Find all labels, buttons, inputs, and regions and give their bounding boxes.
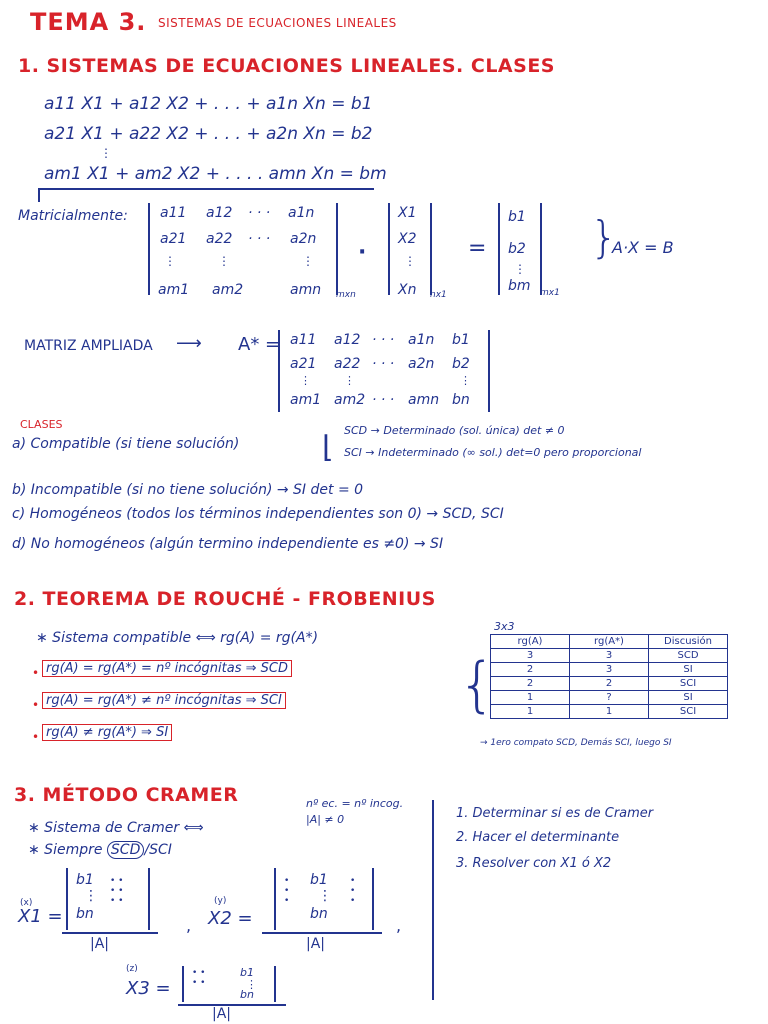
x2-denominator: |A| bbox=[306, 936, 326, 952]
table-cell: SCI bbox=[649, 677, 728, 691]
section1-heading: 1. SISTEMAS DE ECUACIONES LINEALES. CLASES bbox=[18, 55, 555, 77]
matrix-a-r3c2: ⋮ bbox=[218, 254, 230, 268]
matrix-a-r1c3: · · · bbox=[248, 205, 271, 221]
cramer-always bbox=[28, 842, 172, 858]
equation-row-m: am1 X1 + am2 X2 + . . . . amn Xn = bm bbox=[44, 164, 387, 184]
matrix-a-r2c4: a2n bbox=[290, 231, 317, 247]
table-cell: 3 bbox=[491, 649, 570, 663]
vector-b-1: b1 bbox=[508, 209, 526, 225]
ampliada-r2c1: a21 bbox=[290, 356, 317, 372]
x2-matrix-dots-left: • • • bbox=[284, 876, 290, 906]
ampliada-r1c2: a12 bbox=[334, 332, 361, 348]
ampliada-label: MATRIZ AMPLIADA bbox=[24, 338, 153, 354]
x2-superscript: (y) bbox=[214, 896, 227, 906]
table-cell: 1 bbox=[491, 705, 570, 719]
table-cell: ? bbox=[570, 691, 649, 705]
x3-col-bn: bn bbox=[240, 988, 254, 1001]
page-subtitle: SISTEMAS DE ECUACIONES LINEALES bbox=[158, 16, 397, 30]
ampliada-r1c4: a1n bbox=[408, 332, 435, 348]
vector-x-2: X2 bbox=[398, 231, 417, 247]
matrix-a-r1c2: a12 bbox=[206, 205, 233, 221]
vector-x-dimension: nx1 bbox=[430, 290, 447, 300]
ampliada-r1c3: · · · bbox=[372, 332, 395, 348]
x2-col-b1: b1 bbox=[310, 872, 328, 888]
cramer-always-suffix: /SCI bbox=[144, 842, 172, 858]
ampliada-r3c2: ⋮ bbox=[344, 374, 355, 387]
ampliada-r3c5: ⋮ bbox=[460, 374, 471, 387]
ampliada-r4c2: am2 bbox=[334, 392, 366, 408]
matrix-a-r2c2: a22 bbox=[206, 231, 233, 247]
table-cell: 2 bbox=[491, 663, 570, 677]
ampliada-r4c3: · · · bbox=[372, 392, 395, 408]
bullet-icon: • bbox=[32, 698, 40, 712]
vertical-divider bbox=[432, 800, 434, 1000]
clase-d: d) No homogéneos (algún termino independiente es ≠0) → SI bbox=[12, 536, 444, 552]
step-1: 1. Determinar si es de Cramer bbox=[456, 806, 654, 821]
ampliada-r4c1: am1 bbox=[290, 392, 322, 408]
x2-label: X2 = bbox=[208, 908, 253, 929]
equals-sign: = bbox=[468, 236, 487, 261]
x1-matrix-dots: • • • • • • bbox=[110, 876, 124, 906]
ampliada-r1c5: b1 bbox=[452, 332, 470, 348]
table-cell: SCI bbox=[649, 705, 728, 719]
equation-underline bbox=[38, 188, 374, 190]
scd-circled: SCD bbox=[107, 841, 144, 859]
table-cell: 1 bbox=[491, 691, 570, 705]
rule-sci: rg(A) = rg(A*) ≠ nº incógnitas ⇒ SCI bbox=[42, 692, 286, 709]
ampliada-r4c4: amn bbox=[408, 392, 440, 408]
compatible-rule: ∗ Sistema compatible ⟺ rg(A) = rg(A*) bbox=[36, 630, 319, 646]
matrix-a-r1c1: a11 bbox=[160, 205, 187, 221]
matrix-a-r3c4: ⋮ bbox=[302, 254, 314, 268]
rule-si: rg(A) ≠ rg(A*) ⇒ SI bbox=[42, 724, 172, 741]
vector-x-n: Xn bbox=[398, 282, 417, 298]
x3-label: X3 = bbox=[126, 978, 171, 999]
table-row bbox=[491, 705, 728, 719]
x3-fraction-bar bbox=[178, 1004, 286, 1006]
x1-col-b1: b1 bbox=[76, 872, 94, 888]
table-cell: SI bbox=[649, 691, 728, 705]
table-header-cell: rg(A) bbox=[491, 635, 570, 649]
compact-form: A·X = B bbox=[612, 238, 674, 257]
clase-a-sci: SCI → Indeterminado (∞ sol.) det=0 pero proporcional bbox=[344, 446, 642, 459]
step-3: 3. Resolver con X1 ó X2 bbox=[456, 856, 612, 871]
x3-superscript: (z) bbox=[126, 964, 138, 974]
clase-a-scd: SCD → Determinado (sol. única) det ≠ 0 bbox=[344, 424, 565, 437]
ampliada-r2c2: a22 bbox=[334, 356, 361, 372]
vector-b-3: ⋮ bbox=[514, 262, 526, 276]
matrix-a-r2c3: · · · bbox=[248, 231, 271, 247]
clase-a: a) Compatible (si tiene solución) bbox=[12, 436, 240, 452]
step-2: 2. Hacer el determinante bbox=[456, 830, 620, 845]
ampliada-r1c1: a11 bbox=[290, 332, 317, 348]
matrix-a-r2c1: a21 bbox=[160, 231, 187, 247]
comma: , bbox=[396, 916, 402, 935]
vector-b-dimension: mx1 bbox=[540, 288, 560, 298]
equation-underline-tick bbox=[38, 188, 40, 202]
rouche-table bbox=[490, 634, 728, 719]
x1-label: X1 = bbox=[18, 906, 63, 927]
x2-col-bn: bn bbox=[310, 906, 328, 922]
x1-fraction-bar bbox=[62, 932, 158, 934]
table-row bbox=[491, 663, 728, 677]
table-header-cell: Discusión bbox=[649, 635, 728, 649]
matrix-a-r3c1: ⋮ bbox=[164, 254, 176, 268]
table-row bbox=[491, 691, 728, 705]
x1-denominator: |A| bbox=[90, 936, 110, 952]
vector-x-1: X1 bbox=[398, 205, 417, 221]
x3-col-dots: ⋮ bbox=[246, 978, 257, 991]
x1-col-dots: ⋮ bbox=[84, 888, 98, 904]
x2-col-dots: ⋮ bbox=[318, 888, 332, 904]
x3-col-b1: b1 bbox=[240, 966, 254, 979]
table-cell: SCD bbox=[649, 649, 728, 663]
bullet-icon: • bbox=[32, 666, 40, 680]
x2-fraction-bar bbox=[262, 932, 382, 934]
table-cell: 2 bbox=[570, 677, 649, 691]
table-row bbox=[491, 677, 728, 691]
ampliada-r4c5: bn bbox=[452, 392, 470, 408]
table-header-row bbox=[491, 635, 728, 649]
table-cell: SI bbox=[649, 663, 728, 677]
table-brace: { bbox=[458, 650, 497, 720]
equation-row-1: a11 X1 + a12 X2 + . . . + a1n Xn = b1 bbox=[44, 94, 373, 114]
bullet-icon: • bbox=[32, 730, 40, 744]
cramer-condition-1: nº ec. = nº incog. bbox=[306, 797, 404, 810]
clases-label: CLASES bbox=[20, 418, 63, 431]
cramer-always-prefix: ∗ Siempre bbox=[28, 842, 103, 858]
multiply-dot: · bbox=[358, 240, 367, 265]
matrix-a-r4c4: amn bbox=[290, 282, 322, 298]
page-title: TEMA 3. bbox=[30, 8, 147, 36]
table-row bbox=[491, 649, 728, 663]
table-size: 3x3 bbox=[494, 620, 515, 633]
clase-b: b) Incompatible (si no tiene solución) → SI det = 0 bbox=[12, 482, 364, 498]
x1-col-bn: bn bbox=[76, 906, 94, 922]
matrix-a-r4c1: am1 bbox=[158, 282, 190, 298]
x2-matrix-dots-right: • • • bbox=[350, 876, 356, 906]
vector-x-3: ⋮ bbox=[404, 254, 416, 268]
matrix-a-r1c4: a1n bbox=[288, 205, 315, 221]
clase-a-brace: ⌊ bbox=[322, 430, 334, 465]
section3-heading: 3. MÉTODO CRAMER bbox=[14, 784, 239, 806]
ampliada-r2c3: · · · bbox=[372, 356, 395, 372]
ampliada-r2c5: b2 bbox=[452, 356, 470, 372]
x3-matrix-dots: • • • • bbox=[192, 968, 212, 988]
matrix-a-dimension: mxn bbox=[336, 290, 356, 300]
ampliada-r2c4: a2n bbox=[408, 356, 435, 372]
rule-scd: rg(A) = rg(A*) = nº incógnitas ⇒ SCD bbox=[42, 660, 292, 677]
ampliada-r3c1: ⋮ bbox=[300, 374, 311, 387]
matricial-label: Matricialmente: bbox=[18, 208, 128, 224]
vector-b-2: b2 bbox=[508, 241, 526, 257]
cramer-condition-2: |A| ≠ 0 bbox=[306, 813, 345, 826]
table-header-cell: rg(A*) bbox=[570, 635, 649, 649]
brace: } bbox=[590, 212, 618, 263]
comma: , bbox=[186, 916, 192, 935]
ampliada-symbol: A* = bbox=[238, 334, 281, 355]
table-cell: 2 bbox=[491, 677, 570, 691]
table-cell: 3 bbox=[570, 649, 649, 663]
table-cell: 3 bbox=[570, 663, 649, 677]
table-note: → 1ero compato SCD, Demás SCI, luego SI bbox=[480, 738, 672, 748]
clase-c: c) Homogéneos (todos los términos independientes son 0) → SCD, SCI bbox=[12, 506, 504, 522]
matrix-a-r4c2: am2 bbox=[212, 282, 244, 298]
x1-superscript: (x) bbox=[20, 898, 33, 908]
section2-heading: 2. TEOREMA DE ROUCHÉ - FROBENIUS bbox=[14, 588, 436, 610]
vertical-ellipsis: ⋮ bbox=[100, 146, 112, 160]
equation-row-2: a21 X1 + a22 X2 + . . . + a2n Xn = b2 bbox=[44, 124, 373, 144]
arrow-right-icon: ⟶ bbox=[176, 333, 202, 354]
vector-b-m: bm bbox=[508, 278, 531, 294]
table-cell: 1 bbox=[570, 705, 649, 719]
cramer-rule: ∗ Sistema de Cramer ⟺ bbox=[28, 820, 204, 836]
x3-denominator: |A| bbox=[212, 1006, 232, 1022]
